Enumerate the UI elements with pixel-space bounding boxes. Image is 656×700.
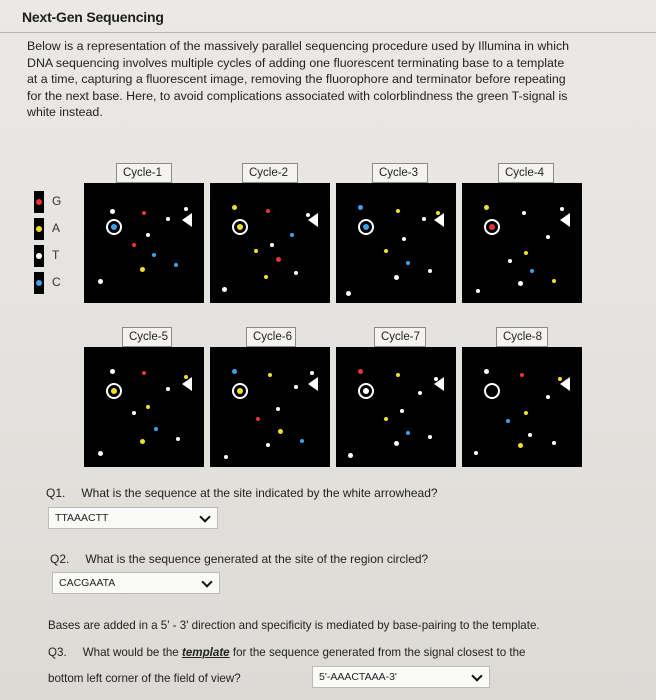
- signal-spot: [508, 259, 512, 263]
- question-text: What is the sequence at the site indicated by the white arrowhead?: [81, 486, 438, 500]
- signal-spot: [110, 209, 115, 214]
- signal-spot: [132, 411, 136, 415]
- signal-spot: [402, 237, 406, 241]
- signal-spot: [300, 439, 304, 443]
- signal-spot: [174, 263, 178, 267]
- chevron-down-icon: [201, 576, 212, 587]
- signal-spot: [358, 205, 363, 210]
- cycle-label-5: Cycle-5: [122, 327, 172, 347]
- signal-spot: [294, 271, 298, 275]
- signal-spot: [518, 281, 523, 286]
- signal-spot: [396, 373, 400, 377]
- chevron-down-icon: [471, 670, 482, 681]
- signal-spot: [98, 279, 103, 284]
- signal-spot: [142, 211, 146, 215]
- intro-line-3: at a time, capturing a fluorescent image, removing the fluorophore and terminator before repeating: [27, 72, 566, 87]
- signal-spot: [278, 429, 283, 434]
- circled-region-icon: [232, 219, 248, 235]
- signal-spot: [428, 435, 432, 439]
- cycle-7-image: [336, 347, 456, 467]
- signal-spot: [152, 253, 156, 257]
- signal-spot: [98, 451, 103, 456]
- circled-region-icon: [106, 383, 122, 399]
- legend-letter: A: [52, 221, 61, 235]
- signal-spot: [394, 441, 399, 446]
- arrowhead-icon: [434, 213, 444, 227]
- signal-spot: [384, 249, 388, 253]
- question-text-before: What would be the: [82, 646, 179, 659]
- legend-swatch-white: [36, 253, 42, 259]
- arrowhead-icon: [560, 377, 570, 391]
- q1-answer-select[interactable]: [48, 507, 218, 529]
- question-text: What is the sequence generated at the site of the region circled?: [85, 552, 429, 566]
- signal-spot: [294, 385, 298, 389]
- signal-spot: [484, 205, 489, 210]
- signal-spot: [268, 373, 272, 377]
- q2-selected-value: CACGAATA: [59, 577, 116, 589]
- signal-spot: [418, 391, 422, 395]
- arrowhead-icon: [182, 377, 192, 391]
- circled-spot: [237, 224, 243, 230]
- cycle-3-image: [336, 183, 456, 303]
- circled-spot: [237, 388, 243, 394]
- signal-spot: [224, 455, 228, 459]
- intro-line-1: Below is a representation of the massively parallel sequencing procedure used by Illumina in which: [27, 39, 570, 53]
- circled-spot: [111, 388, 117, 394]
- circled-spot: [489, 224, 495, 230]
- cycle-4-image: [462, 183, 582, 303]
- signal-spot: [184, 207, 188, 211]
- arrowhead-icon: [560, 213, 570, 227]
- signal-spot: [290, 233, 294, 237]
- signal-spot: [266, 443, 270, 447]
- legend-letter: T: [52, 248, 60, 262]
- color-legend: [34, 185, 80, 298]
- signal-spot: [310, 371, 314, 375]
- signal-spot: [406, 431, 410, 435]
- legend-letter: C: [52, 275, 61, 289]
- signal-spot: [140, 439, 145, 444]
- intro-line-2: DNA sequencing involves multiple cycles of adding one fluorescent terminating base to a template: [27, 55, 565, 70]
- cycle-label-2: Cycle-2: [242, 163, 298, 183]
- arrowhead-icon: [434, 377, 444, 391]
- cycle-label-6: Cycle-6: [246, 327, 296, 347]
- question-3: [48, 646, 525, 659]
- signal-spot: [384, 417, 388, 421]
- cycle-6-image: [210, 347, 330, 467]
- legend-item-c: [34, 272, 80, 294]
- signal-spot: [428, 269, 432, 273]
- cycle-5-image: [84, 347, 204, 467]
- arrowhead-icon: [308, 377, 318, 391]
- signal-spot: [166, 387, 170, 391]
- signal-spot: [346, 291, 351, 296]
- circled-region-icon: [232, 383, 248, 399]
- signal-spot: [528, 433, 532, 437]
- legend-swatch-yellow: [36, 226, 42, 232]
- signal-spot: [546, 235, 550, 239]
- question-3-line-2: bottom left corner of the field of view?: [48, 672, 241, 685]
- q2-answer-select[interactable]: [52, 572, 220, 594]
- chevron-down-icon: [199, 511, 210, 522]
- legend-swatch-red: [36, 199, 42, 205]
- cycle-2-image: [210, 183, 330, 303]
- signal-spot: [520, 373, 524, 377]
- circled-region-icon: [358, 383, 374, 399]
- q1-selected-value: TTAAACTT: [55, 512, 109, 524]
- cycle-label-7: Cycle-7: [374, 327, 426, 347]
- signal-spot: [476, 289, 480, 293]
- arrowhead-icon: [182, 213, 192, 227]
- intro-line-4: for the next base. Here, to avoid complications associated with colorblindness the green T-signal is: [27, 88, 568, 103]
- cycle-8-image: [462, 347, 582, 467]
- signal-spot: [264, 275, 268, 279]
- circled-spot: [363, 388, 369, 394]
- question-1: [46, 486, 438, 500]
- signal-spot: [484, 369, 489, 374]
- intro-line-5: white instead.: [27, 105, 103, 120]
- signal-spot: [396, 209, 400, 213]
- q3-answer-select[interactable]: [312, 666, 490, 688]
- circled-region-icon: [106, 219, 122, 235]
- signal-spot: [254, 249, 258, 253]
- template-emphasis: template: [181, 646, 230, 659]
- signal-spot: [474, 451, 478, 455]
- signal-spot: [142, 371, 146, 375]
- cycle-label-1: Cycle-1: [116, 163, 172, 183]
- signal-spot: [406, 261, 410, 265]
- signal-spot: [132, 243, 136, 247]
- signal-spot: [154, 427, 158, 431]
- signal-spot: [524, 251, 528, 255]
- signal-spot: [422, 217, 426, 221]
- question-number: Q1.: [46, 486, 66, 500]
- legend-swatch-blue: [36, 280, 42, 286]
- signal-spot: [176, 437, 180, 441]
- signal-spot: [146, 405, 150, 409]
- signal-spot: [146, 233, 150, 237]
- signal-spot: [348, 453, 353, 458]
- signal-spot: [232, 205, 237, 210]
- cycle-1-image: [84, 183, 204, 303]
- legend-item-g: [34, 191, 80, 213]
- intro-paragraph: [27, 38, 617, 121]
- signal-spot: [256, 417, 260, 421]
- signal-spot: [560, 207, 564, 211]
- signal-spot: [276, 407, 280, 411]
- signal-spot: [518, 443, 523, 448]
- circled-region-icon: [484, 219, 500, 235]
- direction-note: Bases are added in a 5' - 3' direction and specificity is mediated by base-pairing to the template.: [48, 619, 540, 632]
- signal-spot: [506, 419, 510, 423]
- signal-spot: [222, 287, 227, 292]
- question-number: Q3.: [48, 646, 67, 659]
- legend-item-a: [34, 218, 80, 240]
- q3-selected-value: 5'-AAACTAAA-3': [319, 671, 397, 683]
- circled-region-icon: [358, 219, 374, 235]
- legend-letter: G: [52, 194, 62, 208]
- signal-spot: [110, 369, 115, 374]
- page-title: Next-Gen Sequencing: [22, 9, 164, 25]
- signal-spot: [270, 243, 274, 247]
- legend-item-t: [34, 245, 80, 267]
- question-number: Q2.: [50, 552, 70, 566]
- cycle-label-3: Cycle-3: [372, 163, 428, 183]
- signal-spot: [166, 217, 170, 221]
- signal-spot: [358, 369, 363, 374]
- signal-spot: [232, 369, 237, 374]
- signal-spot: [266, 209, 270, 213]
- circled-spot: [363, 224, 369, 230]
- signal-spot: [276, 257, 281, 262]
- signal-spot: [552, 279, 556, 283]
- title-divider: [0, 32, 656, 33]
- signal-spot: [546, 395, 550, 399]
- signal-spot: [552, 441, 556, 445]
- circled-spot: [111, 224, 117, 230]
- question-2: [50, 552, 428, 566]
- signal-spot: [522, 211, 526, 215]
- signal-spot: [530, 269, 534, 273]
- circled-spot: [489, 388, 495, 394]
- circled-region-icon: [484, 383, 500, 399]
- question-text-after: for the sequence generated from the signal closest to the: [232, 646, 526, 659]
- cycle-label-4: Cycle-4: [498, 163, 554, 183]
- signal-spot: [394, 275, 399, 280]
- cycle-label-8: Cycle-8: [496, 327, 548, 347]
- signal-spot: [524, 411, 528, 415]
- signal-spot: [400, 409, 404, 413]
- signal-spot: [140, 267, 145, 272]
- arrowhead-icon: [308, 213, 318, 227]
